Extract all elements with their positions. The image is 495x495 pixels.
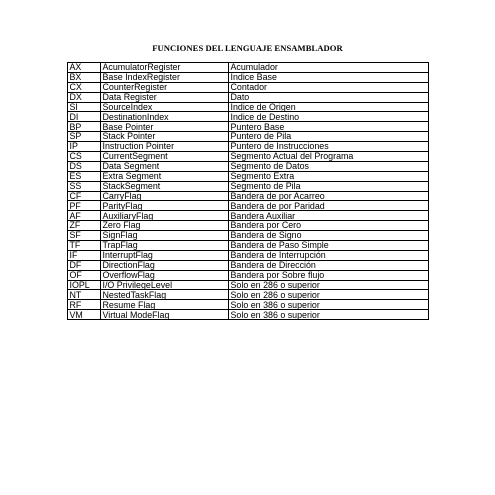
register-table [67,62,429,320]
register-name: SignFlag [101,231,229,241]
register-abbreviation: PF [68,201,101,211]
table-row [68,161,429,171]
register-abbreviation: DF [68,260,101,270]
register-description: Bandera por Sobre flujo [229,270,429,280]
register-name: NestedTaskFlag [101,290,229,300]
register-name: TrapFlag [101,241,229,251]
register-name: Data Register [101,92,229,102]
register-description: Segmento de Pila [229,181,429,191]
register-name: Virtual ModeFlag [101,310,229,320]
register-description: Solo en 286 o superior [229,280,429,290]
register-name: ParityFlag [101,201,229,211]
register-name: Base IndexRegister [101,72,229,82]
register-abbreviation: IP [68,142,101,152]
register-description: Bandera de Dirección [229,260,429,270]
register-description: Acumulador [229,63,429,73]
table-row [68,310,429,320]
register-description: Solo en 286 o superior [229,290,429,300]
register-name: Instruction Pointer [101,142,229,152]
register-name: AuxiliaryFlag [101,211,229,221]
register-description: Indice de Destino [229,112,429,122]
register-description: Bandera de por Paridad [229,201,429,211]
register-abbreviation: BP [68,122,101,132]
table-row [68,112,429,122]
register-abbreviation: IF [68,250,101,260]
table-row [68,260,429,270]
register-name: CurrentSegment [101,152,229,162]
register-abbreviation: RF [68,300,101,310]
register-name: Resume Flag [101,300,229,310]
register-description: Solo en 386 o superior [229,300,429,310]
document-title: FUNCIONES DEL LENGUAJE ENSAMBLADOR [152,43,343,53]
register-abbreviation: IOPL [68,280,101,290]
table-row [68,142,429,152]
register-abbreviation: SP [68,132,101,142]
register-description: Indice Base [229,72,429,82]
table-row [68,221,429,231]
register-name: Zero Flag [101,221,229,231]
register-description: Segmento Actual del Programa [229,152,429,162]
register-name: Data Segment [101,161,229,171]
register-abbreviation: BX [68,72,101,82]
table-row [68,290,429,300]
register-description: Bandera de por Acarreo [229,191,429,201]
register-description: Bandera de Signo [229,231,429,241]
table-row [68,211,429,221]
register-abbreviation: SS [68,181,101,191]
table-row [68,132,429,142]
register-description: Bandera Auxiliar [229,211,429,221]
register-name: InterruptFlag [101,250,229,260]
register-description: Puntero de Pila [229,132,429,142]
table-row [68,241,429,251]
register-abbreviation: ES [68,171,101,181]
table-row [68,191,429,201]
table-row [68,82,429,92]
table-row [68,122,429,132]
register-name: SourceIndex [101,102,229,112]
table-row [68,250,429,260]
register-abbreviation: VM [68,310,101,320]
register-name: Base Pointer [101,122,229,132]
register-abbreviation: CX [68,82,101,92]
register-name: StackSegment [101,181,229,191]
register-name: I/O PrivilegeLevel [101,280,229,290]
register-abbreviation: AX [68,63,101,73]
register-abbreviation: SI [68,102,101,112]
table-row [68,270,429,280]
register-abbreviation: NT [68,290,101,300]
table-row [68,280,429,290]
register-description: Dato [229,92,429,102]
register-description: Puntero Base [229,122,429,132]
register-description: Solo en 386 o superior [229,310,429,320]
register-description: Bandera de Paso Simple [229,241,429,251]
register-name: Extra Segment [101,171,229,181]
table-row [68,152,429,162]
register-name: DestinationIndex [101,112,229,122]
table-row [68,171,429,181]
register-abbreviation: SF [68,231,101,241]
table-row [68,63,429,73]
register-abbreviation: DI [68,112,101,122]
table-row [68,72,429,82]
register-abbreviation: AF [68,211,101,221]
register-name: Stack Pointer [101,132,229,142]
table-row [68,92,429,102]
register-abbreviation: OF [68,270,101,280]
register-description: Segmento Extra [229,171,429,181]
register-name: CounterRegister [101,82,229,92]
register-name: AcumulatorRegister [101,63,229,73]
register-name: OverflowFlag [101,270,229,280]
register-abbreviation: CS [68,152,101,162]
table-row [68,181,429,191]
register-description: Bandera de Interrupción [229,250,429,260]
table-row [68,300,429,310]
register-description: Indice de Origen [229,102,429,112]
register-description: Puntero de Instrucciones [229,142,429,152]
register-description: Segmento de Datos [229,161,429,171]
register-abbreviation: DX [68,92,101,102]
register-description: Contador [229,82,429,92]
table-row [68,102,429,112]
table-row [68,201,429,211]
register-name: DirectionFlag [101,260,229,270]
register-name: CarryFlag [101,191,229,201]
register-abbreviation: TF [68,241,101,251]
table-row [68,231,429,241]
register-abbreviation: DS [68,161,101,171]
register-abbreviation: ZF [68,221,101,231]
register-description: Bandera por Cero [229,221,429,231]
register-table-body [68,63,429,320]
register-abbreviation: CF [68,191,101,201]
